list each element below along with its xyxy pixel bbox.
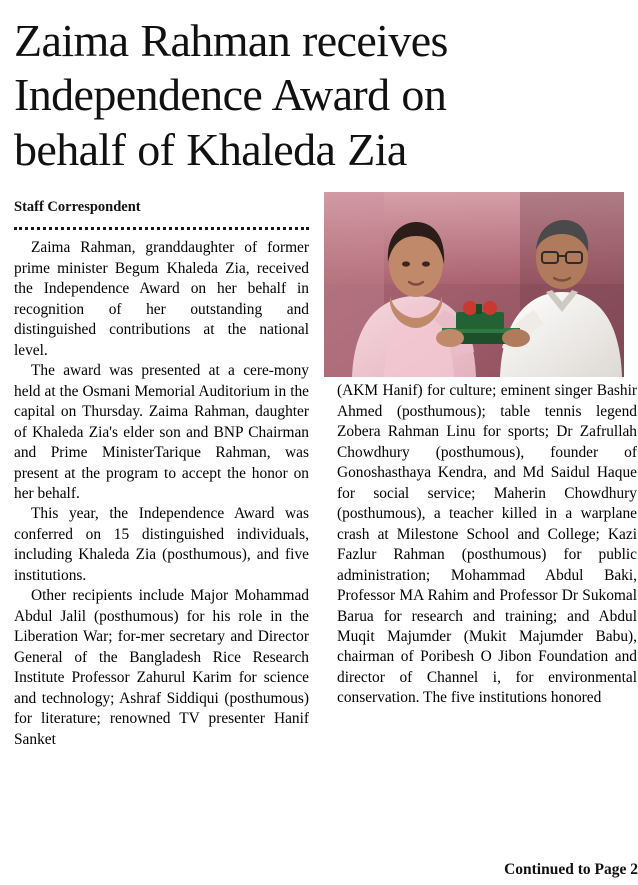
headline-line-3: behalf of Khaleda Zia (14, 123, 407, 175)
continued-note: Continued to Page 2 (504, 861, 638, 878)
column-left (14, 238, 309, 750)
paragraph: Other recipients include Major Mohammad Abdul Jalil (posthumous) for his role in the Liberation War; for-mer secretary and Director General of the Bangladesh Rice Research Institute Professor Zahurul Karim for science and technology; Ashraf Siddiqui (posthumous) for literature; renowned TV presenter Hanif Sanket (14, 587, 309, 748)
paragraph: This year, the Independence Award was conferred on 15 distinguished individuals, including Khaleda Zia (posthumous), and five institutions. (14, 505, 309, 584)
paragraph: (AKM Hanif) for culture; eminent singer Bashir Ahmed (posthumous); table tennis legend Zobera Rahman Linu for sports; Dr Zafrullah Chowdhury (posthumous), founder of Gonoshasthaya Kendra, and Md Saidul Haque for social service; Maherin Chowdhury (posthumous), a teacher killed in a warplane crash at Milestone School and College; Kazi Fazlur Rahman (posthumous) for public administration; Mohammad Abdul Baki, Professor MA Rahim and Professor Dr Sukomal Barua for research and training; and Abdul Muqit Majumder (Mukit Majumder Babu), chairman of Poribesh O Jibon Foundation and director of Channel i, for environmental conservation. The five institutions honored (337, 382, 637, 707)
paragraph: Zaima Rahman, granddaughter of former prime minister Begum Khaleda Zia, received the Independence Award on her behalf in recognition of her outstanding and distinguished contributions at the national level. (14, 239, 309, 359)
column-right (337, 381, 637, 709)
headline-line-1: Zaima Rahman receives (14, 15, 448, 66)
award-ceremony-photo (324, 192, 624, 377)
dotted-divider (14, 223, 309, 230)
byline: Staff Correspondent (14, 198, 141, 215)
page-title (14, 14, 624, 177)
paragraph: The award was presented at a cere-mony held at the Osmani Memorial Auditorium in the capital on Thursday. Zaima Rahman, daughter of Khaleda Zia's elder son and BNP Chairman and Prime MinisterTarique Rahman, was present at the program to accept the honor on her behalf. (14, 362, 309, 502)
headline-line-2: Independence Award on (14, 69, 447, 121)
byline-block (14, 199, 309, 230)
